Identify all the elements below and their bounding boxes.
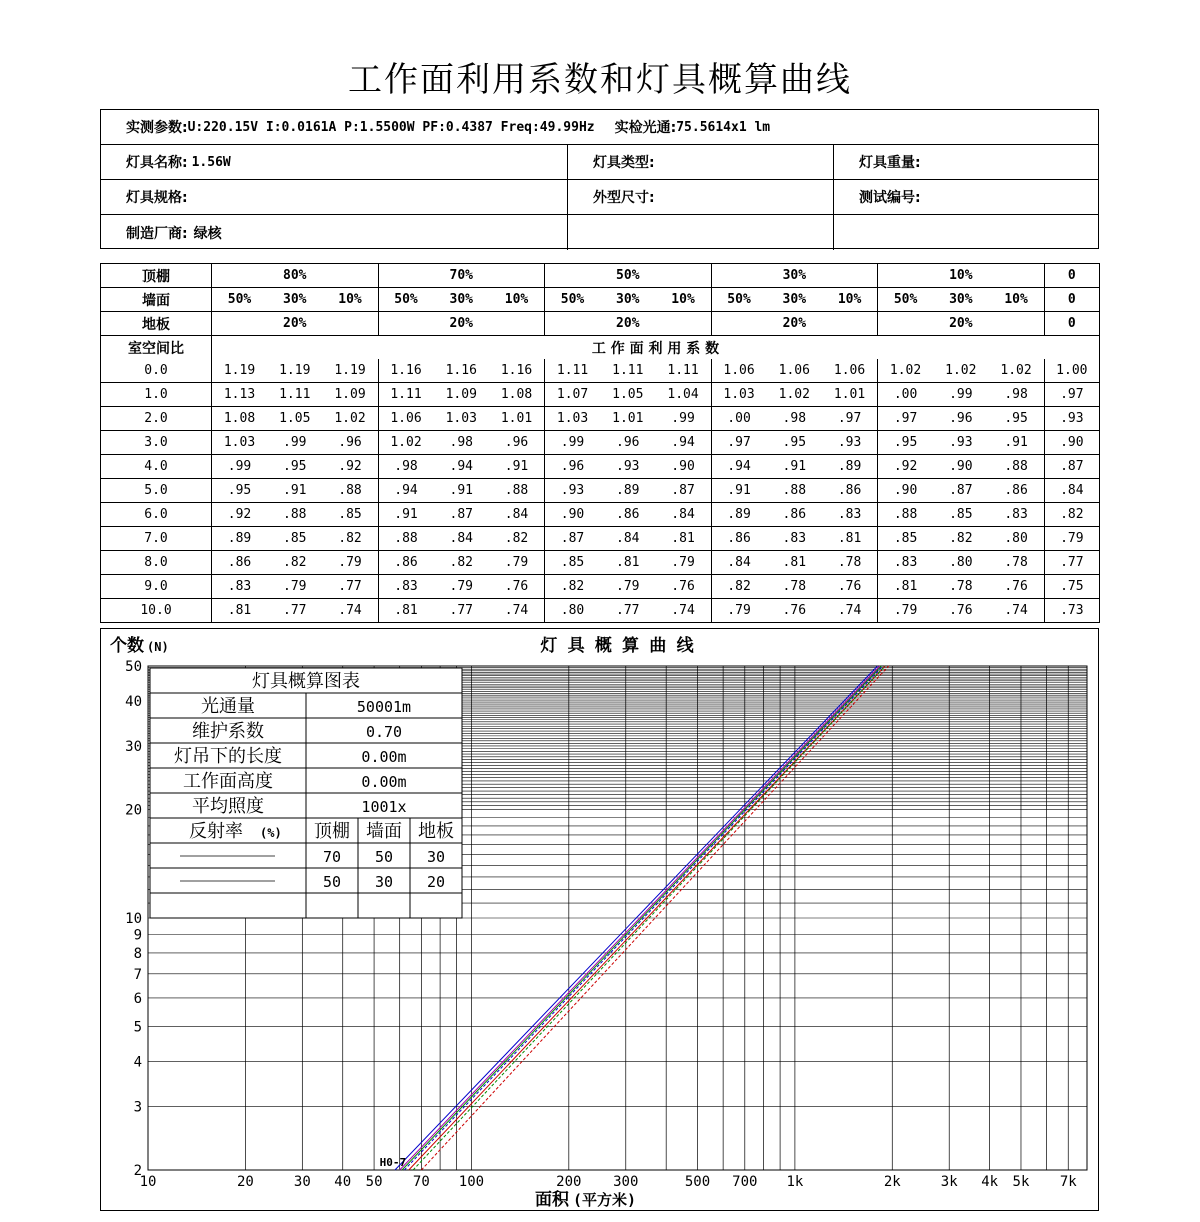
wall-header: 墙面	[101, 288, 212, 312]
coefficient-cell: .82	[545, 575, 601, 599]
coefficient-cell: .91	[378, 503, 434, 527]
coefficient-cell: .85	[545, 551, 601, 575]
coefficient-cell: .95	[878, 431, 934, 455]
coefficient-cell: .85	[878, 527, 934, 551]
coefficient-cell: .99	[933, 383, 989, 407]
y-tick-label: 8	[133, 945, 142, 962]
coefficient-cell: .87	[434, 503, 490, 527]
coefficient-cell: .79	[267, 575, 323, 599]
work-plane-height-label: 工作面高度	[183, 771, 273, 792]
coefficient-cell: 1.19	[323, 359, 379, 383]
coefficient-cell: 1.03	[212, 431, 268, 455]
wall-value: 30%	[434, 288, 490, 312]
coefficient-cell: .84	[434, 527, 490, 551]
coefficient-cell: .75	[1044, 575, 1100, 599]
floor-col-header: 地板	[418, 821, 454, 842]
coefficient-cell: .82	[711, 575, 767, 599]
y-tick-label: 4	[133, 1054, 142, 1071]
y-tick-label: 20	[125, 802, 142, 819]
coefficient-cell: 1.11	[612, 363, 644, 378]
wall-value: 30%	[933, 288, 989, 312]
coefficient-cell: .85	[933, 503, 989, 527]
ceiling-value: 70%	[378, 264, 545, 288]
floor-value: 0	[1044, 312, 1100, 336]
lamp-spec-label: 灯具规格:	[126, 190, 188, 206]
x-tick-label: 70	[412, 1174, 430, 1190]
coefficient-cell: .81	[656, 527, 712, 551]
coefficient-cell: .80	[545, 599, 601, 623]
wall-value: 10%	[989, 288, 1045, 312]
wall-value: 50%	[711, 288, 767, 312]
coefficient-cell: .78	[989, 551, 1045, 575]
reflectance-value: 20	[426, 873, 446, 891]
coefficient-cell: .88	[267, 503, 323, 527]
floor-value: 20%	[878, 312, 1045, 336]
coefficient-cell: .99	[656, 407, 712, 431]
wall-value: 50%	[878, 288, 934, 312]
rcr-value: 9.0	[101, 575, 212, 599]
wall-col-header: 墙面	[366, 821, 402, 842]
coefficient-cell: 1.01	[489, 407, 545, 431]
coefficient-cell: 1.02	[945, 363, 977, 378]
reflectance-label: 反射率	[189, 821, 243, 842]
flux-label: 光通量	[201, 696, 255, 717]
coefficient-cell: 1.09	[434, 383, 490, 407]
coefficient-cell: .82	[933, 527, 989, 551]
coefficient-cell: .77	[600, 599, 656, 623]
coefficient-cell: .99	[212, 455, 268, 479]
coefficient-cell: .81	[767, 551, 823, 575]
ceiling-value: 10%	[878, 264, 1045, 288]
coefficient-cell: .96	[933, 407, 989, 431]
coefficient-cell: .99	[267, 431, 323, 455]
coefficient-cell: 1.11	[545, 359, 601, 383]
maker-value: 绿核	[193, 225, 222, 242]
flux-label: 实检光通:	[614, 120, 677, 136]
rcr-value: 6.0	[101, 503, 212, 527]
coefficient-cell: 1.03	[711, 383, 767, 407]
coefficient-cell: .79	[1044, 527, 1100, 551]
coefficient-cell: .85	[267, 527, 323, 551]
coefficient-cell: .74	[323, 599, 379, 623]
coefficient-cell: .84	[656, 503, 712, 527]
coefficient-cell: .81	[822, 527, 878, 551]
coefficient-cell: 1.05	[600, 383, 656, 407]
rcr-value: 7.0	[101, 527, 212, 551]
coefficient-cell: .98	[989, 383, 1045, 407]
reflectance-unit: (%)	[260, 826, 282, 840]
x-tick-label: 5k	[1012, 1174, 1030, 1190]
wall-value: 10%	[323, 288, 379, 312]
wall-value: 10%	[656, 288, 712, 312]
coefficient-cell: .84	[489, 503, 545, 527]
coefficient-cell: 1.02	[323, 407, 379, 431]
coefficient-cell: .83	[212, 575, 268, 599]
coefficient-cell: 1.09	[323, 383, 379, 407]
coefficient-cell: 1.11	[267, 383, 323, 407]
y-tick-label: 3	[133, 1099, 142, 1116]
coefficient-cell: .94	[378, 479, 434, 503]
chart-title: 灯 具 概 算 曲 线	[540, 636, 694, 656]
coefficient-cell: .82	[323, 527, 379, 551]
coefficient-cell: .79	[323, 551, 379, 575]
reflectance-value: 70	[322, 848, 342, 866]
coefficient-cell: .88	[989, 455, 1045, 479]
coefficient-cell: .98	[434, 431, 490, 455]
floor-value: 20%	[545, 312, 712, 336]
rcr-value: 2.0	[101, 407, 212, 431]
y-tick-label: 40	[125, 693, 142, 710]
coefficient-cell: .76	[822, 575, 878, 599]
curve-start-label: H0-7	[379, 1156, 407, 1169]
coefficient-cell: .89	[822, 455, 878, 479]
coefficient-cell: .86	[822, 479, 878, 503]
x-tick-label: 30	[293, 1174, 311, 1190]
x-tick-label: 3k	[940, 1174, 958, 1190]
coefficient-cell: .86	[711, 527, 767, 551]
coefficient-cell: .77	[323, 575, 379, 599]
floor-value: 20%	[378, 312, 545, 336]
test-no-label: 测试编号:	[859, 190, 921, 206]
coefficient-cell: 1.19	[279, 363, 311, 378]
wall-value: 10%	[489, 288, 545, 312]
coefficient-cell: .85	[323, 503, 379, 527]
coefficient-cell: .83	[878, 551, 934, 575]
coefficient-cell: .74	[656, 599, 712, 623]
coefficient-cell: 1.02	[878, 359, 934, 383]
y-axis-unit: (N)	[147, 640, 169, 654]
average-illuminance-value: 1001x	[361, 798, 407, 816]
coefficient-cell: .77	[1044, 551, 1100, 575]
coefficient-cell: .76	[489, 575, 545, 599]
coefficient-cell: .79	[600, 575, 656, 599]
coefficient-cell: .96	[600, 431, 656, 455]
coefficient-cell: .81	[212, 599, 268, 623]
coefficient-cell: .96	[545, 455, 601, 479]
coefficient-cell: .93	[822, 431, 878, 455]
x-tick-label: 700	[732, 1174, 758, 1190]
coefficient-cell: .88	[323, 479, 379, 503]
coefficient-cell: .95	[267, 455, 323, 479]
coefficient-cell: .80	[933, 551, 989, 575]
coefficient-cell: .91	[267, 479, 323, 503]
x-tick-label: 20	[236, 1174, 254, 1190]
coefficient-cell: .00	[878, 383, 934, 407]
coefficient-cell: .98	[767, 407, 823, 431]
measured-value: U:220.15V I:0.0161A P:1.5500W PF:0.4387 Freq:49.99Hz	[187, 119, 595, 135]
pendant-length-label: 灯吊下的长度	[174, 746, 282, 767]
x-tick-label: 300	[613, 1174, 639, 1190]
coefficient-cell: .97	[711, 431, 767, 455]
y-tick-label: 5	[133, 1019, 142, 1036]
coefficient-cell: .77	[434, 599, 490, 623]
coefficient-cell: .82	[267, 551, 323, 575]
coefficient-cell: .84	[711, 551, 767, 575]
lamp-name-value: 1.56W	[191, 154, 231, 170]
wall-value: 10%	[822, 288, 878, 312]
coefficient-cell: 1.02	[989, 359, 1045, 383]
coefficient-cell: .99	[545, 431, 601, 455]
coefficient-cell: .90	[1044, 431, 1100, 455]
wall-value: 0	[1044, 288, 1100, 312]
coefficient-cell: .82	[434, 551, 490, 575]
coefficient-cell: .86	[212, 551, 268, 575]
coefficient-cell: .81	[378, 599, 434, 623]
x-tick-label: 50	[365, 1174, 383, 1190]
coefficient-cell: .84	[1044, 479, 1100, 503]
coefficient-cell: .94	[711, 455, 767, 479]
x-tick-label: 4k	[981, 1174, 999, 1190]
coefficient-cell: 1.00	[1044, 359, 1100, 383]
y-tick-label: 7	[133, 966, 142, 983]
x-tick-label: 2k	[883, 1174, 901, 1190]
coefficient-cell: .93	[1044, 407, 1100, 431]
lamp-name-label: 灯具名称:	[126, 155, 188, 171]
average-illuminance-label: 平均照度	[192, 796, 264, 817]
coefficient-cell: 1.03	[545, 407, 601, 431]
y-tick-label: 50	[125, 659, 142, 675]
coefficient-cell: .96	[323, 431, 379, 455]
coefficient-cell: .74	[489, 599, 545, 623]
coefficient-cell: .96	[489, 431, 545, 455]
wall-value: 30%	[600, 288, 656, 312]
coefficient-cell: .93	[933, 431, 989, 455]
coefficient-cell: .89	[600, 479, 656, 503]
coefficient-cell: .83	[822, 503, 878, 527]
coefficient-cell: .90	[545, 503, 601, 527]
coefficient-cell: .92	[878, 455, 934, 479]
rcr-value: 8.0	[101, 551, 212, 575]
x-tick-label: 1k	[786, 1174, 804, 1190]
coefficient-cell: .76	[933, 599, 989, 623]
x-tick-label: 7k	[1059, 1174, 1077, 1190]
coefficient-cell: .92	[323, 455, 379, 479]
coefficient-cell: 1.16	[445, 363, 477, 378]
coefficient-cell: .90	[878, 479, 934, 503]
coefficient-cell: 1.06	[778, 363, 810, 378]
coefficient-cell: .74	[822, 599, 878, 623]
coefficient-cell: .78	[767, 575, 823, 599]
coefficient-cell: .81	[878, 575, 934, 599]
x-tick-label: 10	[139, 1174, 157, 1190]
coefficient-cell: .94	[434, 455, 490, 479]
coefficient-cell: .91	[711, 479, 767, 503]
y-tick-label: 6	[133, 990, 142, 1007]
coefficient-cell: .97	[1044, 383, 1100, 407]
work-plane-height-value: 0.00m	[361, 773, 407, 791]
ceiling-value: 50%	[545, 264, 712, 288]
coefficient-cell: 1.06	[378, 407, 434, 431]
coefficient-cell: .93	[545, 479, 601, 503]
coefficient-cell: .87	[545, 527, 601, 551]
rcr-value: 0.0	[101, 359, 212, 383]
coefficient-cell: 1.06	[822, 359, 878, 383]
coefficient-cell: .87	[1044, 455, 1100, 479]
coefficient-cell: 1.13	[212, 383, 268, 407]
coefficient-cell: .86	[600, 503, 656, 527]
pendant-length-value: 0.00m	[361, 748, 407, 766]
reflectance-value: 50	[322, 873, 342, 891]
coefficient-cell: 1.02	[767, 383, 823, 407]
y-tick-label: 9	[133, 927, 142, 944]
x-axis-label: 面积	[535, 1190, 569, 1210]
coefficient-cell: .87	[656, 479, 712, 503]
coefficient-cell: 1.07	[545, 383, 601, 407]
coefficient-cell: .76	[989, 575, 1045, 599]
coefficient-cell: .97	[822, 407, 878, 431]
y-tick-label: 30	[125, 738, 142, 755]
ceiling-value: 80%	[212, 264, 379, 288]
wall-value: 50%	[378, 288, 434, 312]
coefficient-cell: 1.06	[711, 359, 767, 383]
coefficient-cell: .82	[489, 527, 545, 551]
coefficient-cell: .82	[1044, 503, 1100, 527]
coefficient-cell: .79	[434, 575, 490, 599]
ceiling-col-header: 顶棚	[314, 821, 350, 842]
coefficient-cell: 1.05	[267, 407, 323, 431]
coefficient-cell: .89	[212, 527, 268, 551]
ceiling-value: 30%	[711, 264, 878, 288]
coefficient-cell: .95	[989, 407, 1045, 431]
coefficient-cell: .92	[212, 503, 268, 527]
coefficient-cell: .74	[989, 599, 1045, 623]
rcr-header: 室空间比	[101, 336, 212, 360]
rcr-value: 4.0	[101, 455, 212, 479]
coefficient-cell: .90	[656, 455, 712, 479]
coefficient-cell: .93	[600, 455, 656, 479]
coefficient-cell: .88	[378, 527, 434, 551]
coefficient-cell: .91	[434, 479, 490, 503]
maintenance-value: 0.70	[365, 723, 403, 741]
coefficient-cell: .95	[212, 479, 268, 503]
coefficient-cell: .79	[711, 599, 767, 623]
ceiling-header: 顶棚	[101, 264, 212, 288]
wall-value: 30%	[267, 288, 323, 312]
rcr-value: 5.0	[101, 479, 212, 503]
flux-value: 75.5614x1 lm	[676, 119, 771, 135]
reflectance-value: 30	[426, 848, 446, 866]
coefficient-cell: .91	[989, 431, 1045, 455]
floor-header: 地板	[101, 312, 212, 336]
coefficient-cell: .86	[378, 551, 434, 575]
reflectance-value: 30	[374, 873, 394, 891]
coefficient-cell: .87	[933, 479, 989, 503]
coefficient-cell: .83	[378, 575, 434, 599]
lamp-type-label: 灯具类型:	[593, 155, 655, 171]
coefficient-cell: .76	[767, 599, 823, 623]
coefficient-cell: .88	[878, 503, 934, 527]
x-axis-unit: (平方米)	[573, 1191, 637, 1209]
coefficient-cell: 1.01	[822, 383, 878, 407]
coefficient-cell: .80	[989, 527, 1045, 551]
coefficient-cell: .76	[656, 575, 712, 599]
coefficient-cell: .88	[767, 479, 823, 503]
coefficient-cell: .79	[489, 551, 545, 575]
y-tick-label: 10	[125, 911, 142, 927]
coefficient-cell: .86	[767, 503, 823, 527]
coefficient-cell: 1.11	[378, 383, 434, 407]
coefficient-cell: 1.01	[600, 407, 656, 431]
lamp-weight-label: 灯具重量:	[859, 155, 921, 171]
maintenance-label: 维护系数	[192, 721, 264, 742]
coefficient-cell: .94	[656, 431, 712, 455]
coefficient-cell: 1.16	[378, 359, 434, 383]
coefficient-cell: .77	[267, 599, 323, 623]
coefficient-cell: .95	[767, 431, 823, 455]
coefficient-cell: .78	[933, 575, 989, 599]
y-tick-label: 2	[133, 1163, 142, 1179]
coefficient-cell: 1.03	[434, 407, 490, 431]
coefficient-cell: 1.02	[378, 431, 434, 455]
coefficient-cell: .88	[489, 479, 545, 503]
rcr-value: 1.0	[101, 383, 212, 407]
flux-value: 50001m	[356, 698, 412, 716]
maker-label: 制造厂商:	[126, 225, 188, 242]
coefficient-cell: 1.16	[489, 359, 545, 383]
x-tick-label: 500	[684, 1174, 711, 1190]
coefficient-cell: .00	[711, 407, 767, 431]
coefficient-cell: .78	[822, 551, 878, 575]
coefficient-cell: .73	[1044, 599, 1100, 623]
coefficient-cell: 1.19	[212, 359, 268, 383]
rcr-value: 10.0	[101, 599, 212, 623]
coefficient-cell: .90	[933, 455, 989, 479]
coefficient-cell: .83	[767, 527, 823, 551]
reflectance-value: 50	[374, 848, 394, 866]
x-tick-label: 200	[556, 1174, 582, 1190]
coefficient-cell: .97	[878, 407, 934, 431]
dimensions-label: 外型尺寸:	[593, 190, 655, 206]
rcr-value: 3.0	[101, 431, 212, 455]
measured-label: 实测参数:	[126, 120, 188, 136]
coefficient-cell: .84	[600, 527, 656, 551]
coefficient-cell: .98	[378, 455, 434, 479]
page-title: 工作面利用系数和灯具概算曲线	[348, 60, 852, 100]
ceiling-value: 0	[1044, 264, 1100, 288]
coefficient-cell: .83	[989, 503, 1045, 527]
coefficient-cell: .86	[989, 479, 1045, 503]
x-tick-label: 40	[334, 1174, 352, 1190]
coefficient-cell: .91	[767, 455, 823, 479]
wall-value: 50%	[212, 288, 268, 312]
coefficient-cell: 1.11	[656, 359, 712, 383]
coefficient-cell: .79	[878, 599, 934, 623]
wall-value: 30%	[767, 288, 823, 312]
coefficient-cell: .81	[600, 551, 656, 575]
coefficient-cell: .79	[656, 551, 712, 575]
floor-value: 20%	[711, 312, 878, 336]
coefficient-cell: 1.04	[656, 383, 712, 407]
coefficient-cell: 1.08	[489, 383, 545, 407]
coefficient-cell: .89	[711, 503, 767, 527]
coefficient-cell: .91	[489, 455, 545, 479]
x-tick-label: 100	[458, 1174, 485, 1190]
y-axis-label: 个数	[110, 636, 144, 656]
wall-value: 50%	[545, 288, 601, 312]
floor-value: 20%	[212, 312, 379, 336]
section-title: 工 作 面 利 用 系 数	[212, 336, 1100, 360]
coefficient-cell: 1.08	[212, 407, 268, 431]
estimate-table-title: 灯具概算图表	[252, 671, 360, 692]
